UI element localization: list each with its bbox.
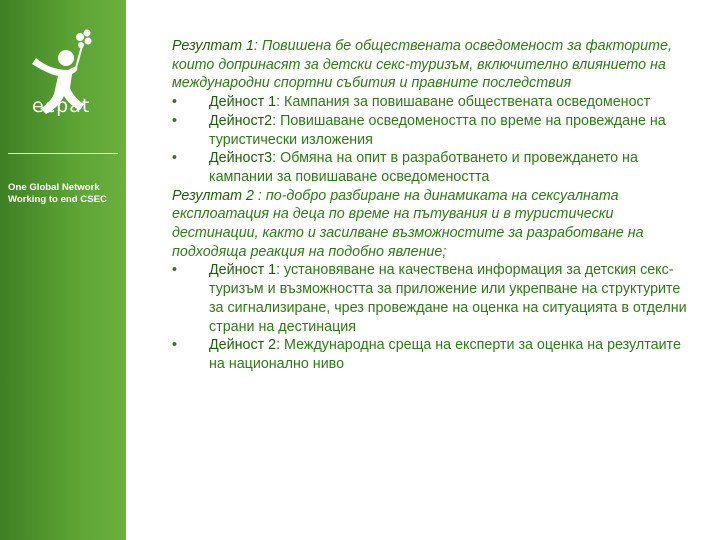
- activity-text: : Обмяна на опит в разработването и провеждането на кампании за повишаване осведомеността: [209, 150, 638, 185]
- result-1-activity-3: [172, 149, 692, 186]
- activity-text: : Кампания за повишаване обществената осведоменост: [276, 94, 651, 111]
- result-2-label: Резултат 2: [172, 187, 254, 204]
- activity-text: : установяване на качествена информация за детския секс-туризъм и възможността за приложение или укрепване на структурите за сигнализиране, чрез провеждане на оценка на ситуацията в отделни страни на дестинация: [209, 262, 687, 335]
- bullet-icon: •: [172, 337, 178, 354]
- tagline-line-1: One Global Network: [8, 182, 100, 193]
- sidebar-divider: [8, 153, 118, 154]
- activity-label: Дейност2: [209, 112, 273, 129]
- result-1-paragraph: [172, 37, 692, 93]
- sidebar: [0, 0, 126, 540]
- result-1-text: : Повишена бе обществената осведоменост за факторите, които допринасят за детски секс-туризъм, включително влиянието на международни спортни събития и правните последствия: [172, 38, 672, 92]
- activity-label: Дейност3: [209, 150, 273, 167]
- result-1-activity-2: [172, 112, 692, 149]
- activity-label: Дейност 2: [209, 337, 277, 354]
- tagline: [8, 182, 126, 206]
- bullet-icon: •: [172, 94, 178, 111]
- activity-text: : Международна среща на експерти за оценка на резултаите на национално ниво: [209, 337, 681, 372]
- bullet-icon: •: [172, 262, 178, 279]
- result-2-paragraph: [172, 187, 692, 262]
- logo-text: ecpat: [32, 95, 91, 117]
- result-2-activity-1: [172, 261, 692, 336]
- activity-label: Дейност 1: [209, 262, 277, 279]
- bullet-icon: •: [172, 112, 178, 129]
- tagline-line-2: Working to end CSEC: [8, 194, 107, 205]
- result-2-text: : по-добро разбиране на динамиката на сексуалната експлоатация на деца по време на пътувания и в туристически дестинации, както и засилване възможностите за разработване на подходяща реакция на подобно явление;: [172, 187, 644, 260]
- main-content: [172, 37, 692, 374]
- activity-text: : Повишаване осведомеността по време на провеждане на туристически изложения: [209, 112, 666, 148]
- result-1-label: Резултат 1: [172, 38, 254, 54]
- result-2-activity-2: [172, 336, 692, 373]
- activity-label: Дейност 1: [209, 94, 277, 111]
- result-1-activity-1: [172, 93, 692, 112]
- bullet-icon: •: [172, 150, 178, 167]
